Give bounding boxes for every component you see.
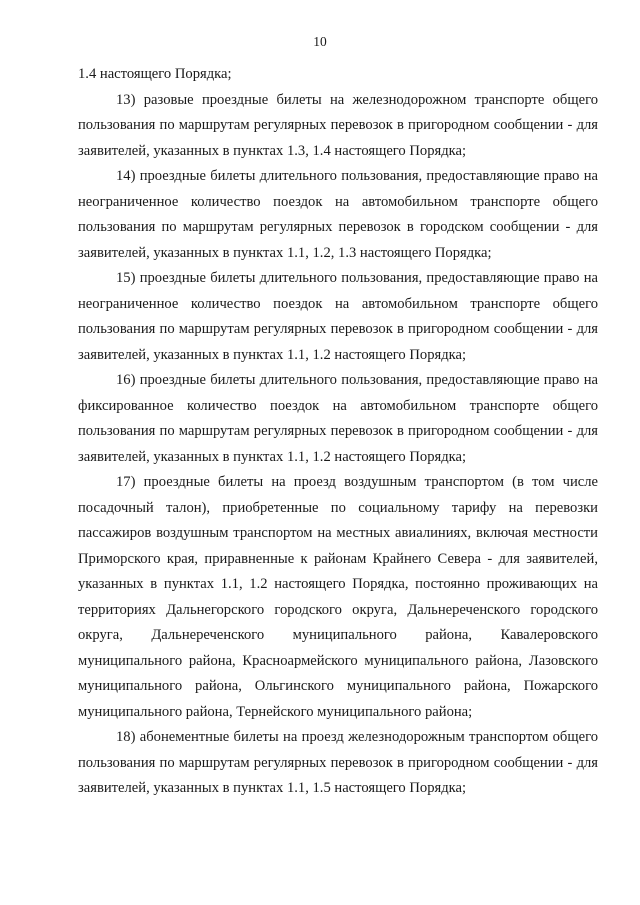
paragraph-item-17: 17) проездные билеты на проезд воздушным транспортом (в том числе посадочный талон), приобретенные по социальному тарифу на перевозки пассажиров воздушным транспортом на местных авиалиниях, включая местности Приморского края, приравненные к районам Крайнего Севера - для заявителей, указанных в пунктах 1.1, 1.2 настоящего Порядка, постоянно проживающих на территориях Дальнегорского городского округа, Дальнереченского городского округа, Дальнереченского муниципального района, Кавалеровского муниципального района, Красноармейского муниципального района, Лазовского муниципального района, Ольгинского муниципального района, Пожарского муниципального района, Тернейского муниципального района; — [78, 474, 598, 720]
paragraph-item-13: 13) разовые проездные билеты на железнодорожном транспорте общего пользования по маршрутам регулярных перевозок в пригородном сообщении - для заявителей, указанных в пунктах 1.3, 1.4 настоящего Порядка; — [78, 91, 598, 159]
page-number: 10 — [313, 34, 327, 49]
paragraph-item-18: 18) абонементные билеты на проезд железнодорожным транспортом общего пользования по маршрутам регулярных перевозок в пригородном сообщении - для заявителей, указанных в пунктах 1.1, 1.5 настоящего Порядка; — [78, 729, 598, 796]
paragraph-item-14: 14) проездные билеты длительного пользования, предоставляющие право на неограниченное количество поездок на автомобильном транспорте общего пользования по маршрутам регулярных перевозок в городском сообщении - для заявителей, указанных в пунктах 1.1, 1.2, 1.3 настоящего Порядка; — [78, 168, 598, 261]
paragraph-continuation: 1.4 настоящего Порядка; — [78, 66, 232, 82]
paragraph-item-16: 16) проездные билеты длительного пользования, предоставляющие право на фиксированное количество поездок на автомобильном транспорте общего пользования по маршрутам регулярных перевозок в пригородном сообщении - для заявителей, указанных в пунктах 1.1, 1.2 настоящего Порядка; — [78, 372, 598, 465]
paragraph-item-15: 15) проездные билеты длительного пользования, предоставляющие право на неограниченное количество поездок на автомобильном транспорте общего пользования по маршрутам регулярных перевозок в пригородном сообщении - для заявителей, указанных в пунктах 1.1, 1.2 настоящего Порядка; — [78, 270, 598, 363]
document-body — [78, 62, 598, 802]
